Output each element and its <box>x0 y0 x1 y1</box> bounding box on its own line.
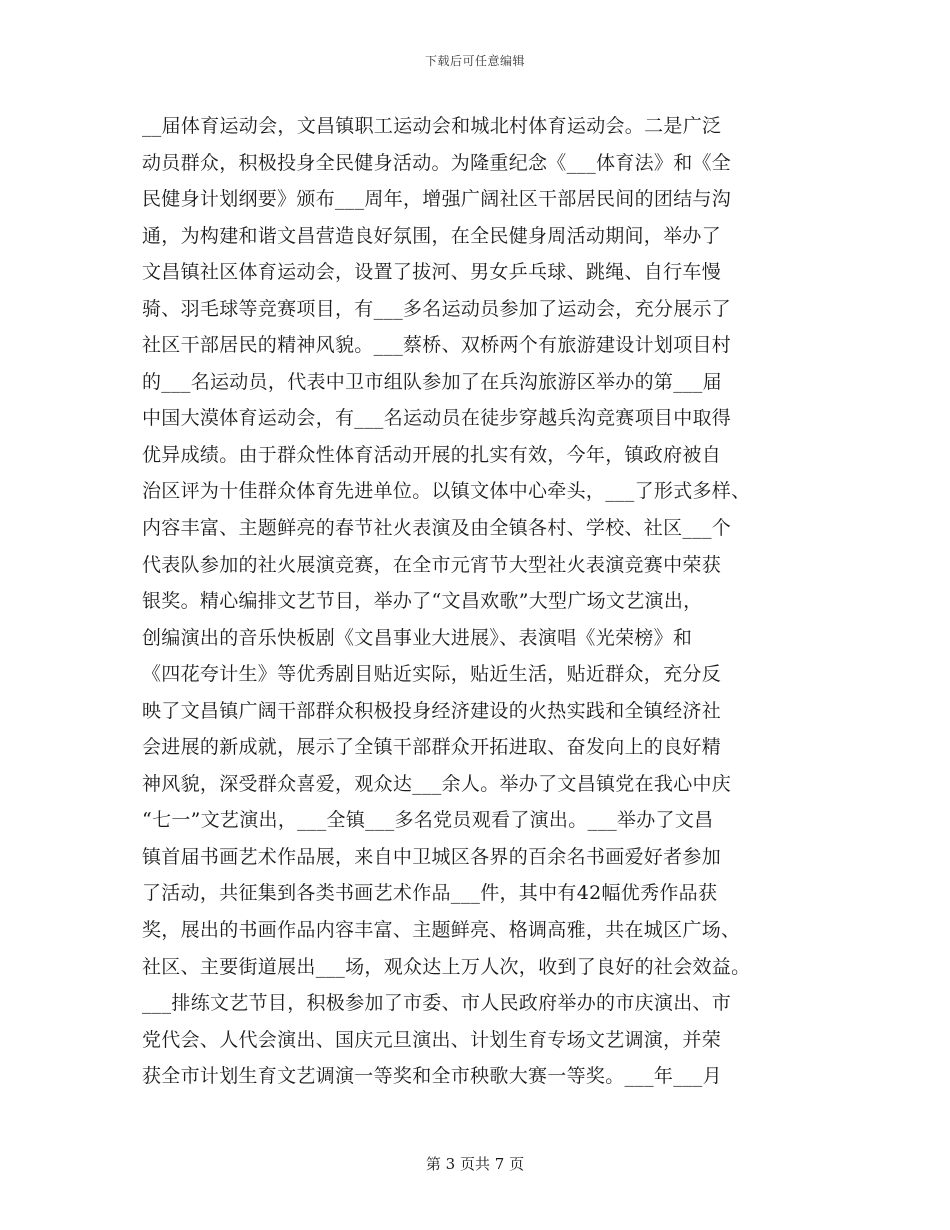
text-line: 通，为构建和谐文昌营造良好氛围，在全民健身周活动期间，举办了 <box>142 224 722 247</box>
page-header: 下载后可任意编辑 <box>424 54 525 68</box>
text-line: __届体育运动会，文昌镇职工运动会和城北村体育运动会。二是广泛 <box>142 115 722 137</box>
text-line: 党代会、人代会演出、国庆元旦演出、计划生育专场文艺调演，并荣 <box>142 1028 722 1051</box>
page-footer: 第 3 页共 7 页 <box>425 1155 525 1173</box>
text-line: 优异成绩。由于群众性体育活动开展的扎实有效，今年，镇政府被自 <box>142 443 722 466</box>
text-line: 创编演出的音乐快板剧《文昌事业大进展》、表演唱《光荣榜》和 <box>142 626 693 649</box>
text-line: 中国大漠体育运动会，有___名运动员在徒步穿越兵沟竞赛项目中取得 <box>142 407 732 430</box>
text-line: 会进展的新成就，展示了全镇干部群众开拓进取、奋发向上的良好精 <box>142 736 722 759</box>
text-line: 代表队参加的社火展演竞赛，在全市元宵节大型社火表演竞赛中荣获 <box>142 553 722 576</box>
text-line: 神风貌，深受群众喜爱，观众达___余人。举办了文昌镇党在我心中庆 <box>142 772 732 795</box>
text-line: 内容丰富、主题鲜亮的春节社火表演及由全镇各村、学校、社区___个 <box>142 517 732 540</box>
text-line: 银奖。精心编排文艺节目，举办了“文昌欢歌”大型广场文艺演出， <box>142 590 703 613</box>
text-line: 获全市计划生育文艺调演一等奖和全市秧歌大赛一等奖。___年___月 <box>142 1065 722 1088</box>
text-line: 镇首届书画艺术作品展，来自中卫城区各界的百余名书画爱好者参加 <box>142 845 722 868</box>
text-line: 治区评为十佳群众体育先进单位。以镇文体中心牵头，___了形式多样、 <box>142 480 751 503</box>
text-line: 文昌镇社区体育运动会，设置了拔河、男女乒乓球、跳绳、自行车慢 <box>142 261 722 284</box>
text-line: 了活动，共征集到各类书画艺术作品___件，其中有42幅优秀作品获 <box>142 882 718 905</box>
text-line: ___排练文艺节目，积极参加了市委、市人民政府举办的市庆演出、市 <box>142 992 732 1015</box>
text-line: 社区干部居民的精神风貌。___蔡桥、双桥两个有旅游建设计划项目村 <box>142 334 732 357</box>
text-line: 《四花夸计生》等优秀剧目贴近实际，贴近生活，贴近群众，充分反 <box>142 663 722 686</box>
text-line: 民健身计划纲要》颁布___周年，增强广阔社区干部居民间的团结与沟 <box>142 188 732 211</box>
text-line: 骑、羽毛球等竞赛项目，有___多名运动员参加了运动会，充分展示了 <box>142 297 732 320</box>
text-line: 社区、主要街道展出___场，观众达上万人次，收到了良好的社会效益。 <box>142 955 751 978</box>
text-line: 奖，展出的书画作品内容丰富、主题鲜亮、格调高雅，共在城区广场、 <box>142 919 741 942</box>
text-line: “七一”文艺演出，___全镇___多名党员观看了演出。___举办了文昌 <box>142 809 714 832</box>
text-line: 映了文昌镇广阔干部群众积极投身经济建设的火热实践和全镇经济社 <box>142 699 722 722</box>
text-line: 动员群众，积极投身全民健身活动。为隆重纪念《___体育法》和《全 <box>142 151 732 174</box>
text-line: 的___名运动员，代表中卫市组队参加了在兵沟旅游区举办的第___届 <box>142 370 722 393</box>
body-text <box>142 108 822 1095</box>
